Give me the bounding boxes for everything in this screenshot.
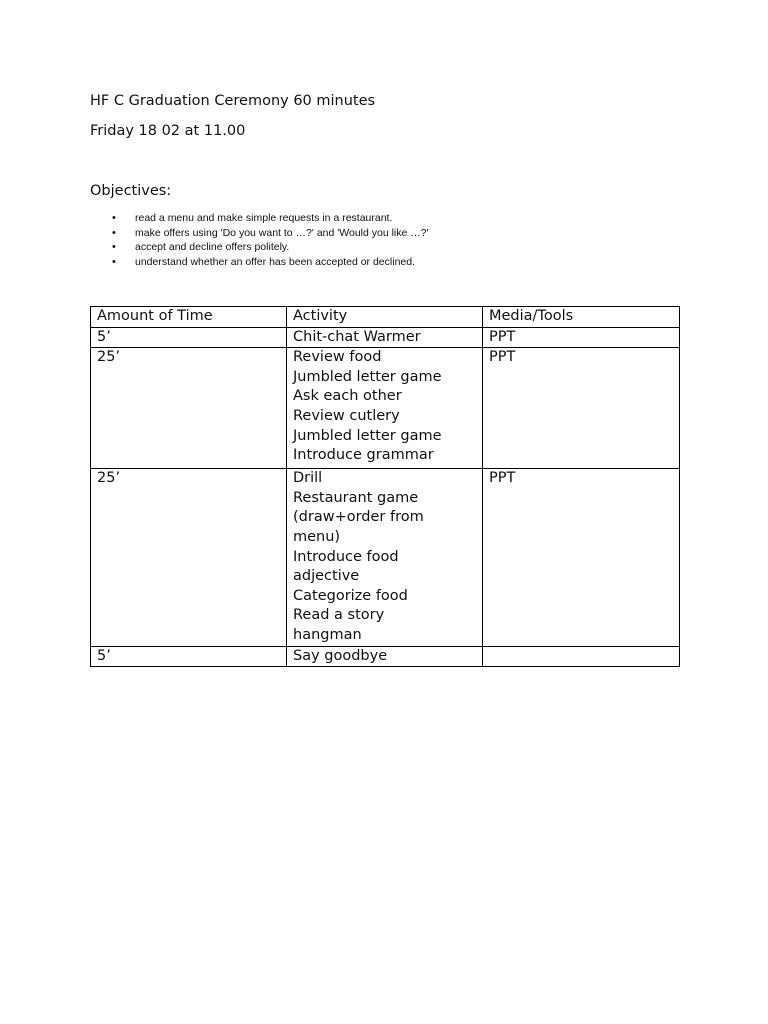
activity-cell — [287, 469, 483, 646]
table-header-row — [91, 307, 680, 328]
objective-text: accept and decline offers politely. — [135, 241, 290, 254]
activity-line: Chit-chat Warmer — [293, 328, 421, 345]
time-cell: 5’ — [91, 646, 287, 667]
time-cell: 5’ — [91, 327, 287, 348]
table-row — [91, 327, 680, 348]
activity-line: Jumbled letter game — [293, 368, 442, 385]
objective-item — [90, 226, 429, 241]
table-row — [91, 646, 680, 667]
media-cell: PPT — [483, 327, 680, 348]
activity-line: Review cutlery — [293, 407, 400, 424]
activity-line: Categorize food — [293, 587, 408, 604]
activity-line: Review food — [293, 349, 382, 366]
ceremony-date: Friday 18 02 at 11.00 — [90, 123, 246, 139]
objectives-list — [90, 211, 429, 269]
table-row — [91, 469, 680, 646]
activity-line: Drill — [293, 470, 323, 487]
activity-line: Introduce food — [293, 548, 399, 565]
bullet-icon: • — [112, 226, 116, 239]
header-media: Media/Tools — [483, 307, 680, 328]
objective-item — [90, 240, 429, 255]
bullet-icon: • — [112, 212, 116, 224]
activity-line: Ask each other — [293, 388, 402, 405]
document-title: HF C Graduation Ceremony 60 minutes — [90, 93, 376, 109]
objective-text: make offers using 'Do you want to …?' and 'Would you like …?' — [135, 226, 429, 239]
lesson-plan-table — [90, 306, 680, 667]
header-activity: Activity — [287, 307, 483, 328]
activity-line: hangman — [293, 626, 362, 643]
header-time: Amount of Time — [91, 307, 287, 328]
time-cell: 25’ — [91, 469, 287, 646]
activity-line: Introduce grammar — [293, 447, 434, 464]
media-cell: PPT — [483, 348, 680, 469]
activity-line: (draw+order from — [293, 509, 424, 526]
objective-text: read a menu and make simple requests in a restaurant. — [135, 212, 393, 224]
media-cell — [483, 646, 680, 667]
activity-line: Say goodbye — [293, 647, 388, 664]
activity-cell — [287, 348, 483, 469]
objective-item — [90, 211, 429, 226]
activity-cell — [287, 327, 483, 348]
time-cell: 25’ — [91, 348, 287, 469]
table-row — [91, 348, 680, 469]
activity-line: Restaurant game — [293, 489, 419, 506]
activity-line: Jumbled letter game — [293, 427, 442, 444]
objective-item — [90, 255, 429, 270]
bullet-icon: • — [112, 241, 116, 254]
activity-cell — [287, 646, 483, 667]
activity-line: Read a story — [293, 607, 385, 624]
objectives-heading: Objectives: — [90, 183, 172, 199]
activity-line: menu) — [293, 528, 341, 545]
objective-text: understand whether an offer has been accepted or declined. — [135, 255, 416, 268]
media-cell: PPT — [483, 469, 680, 646]
bullet-icon: • — [112, 255, 116, 268]
activity-line: adjective — [293, 568, 360, 585]
